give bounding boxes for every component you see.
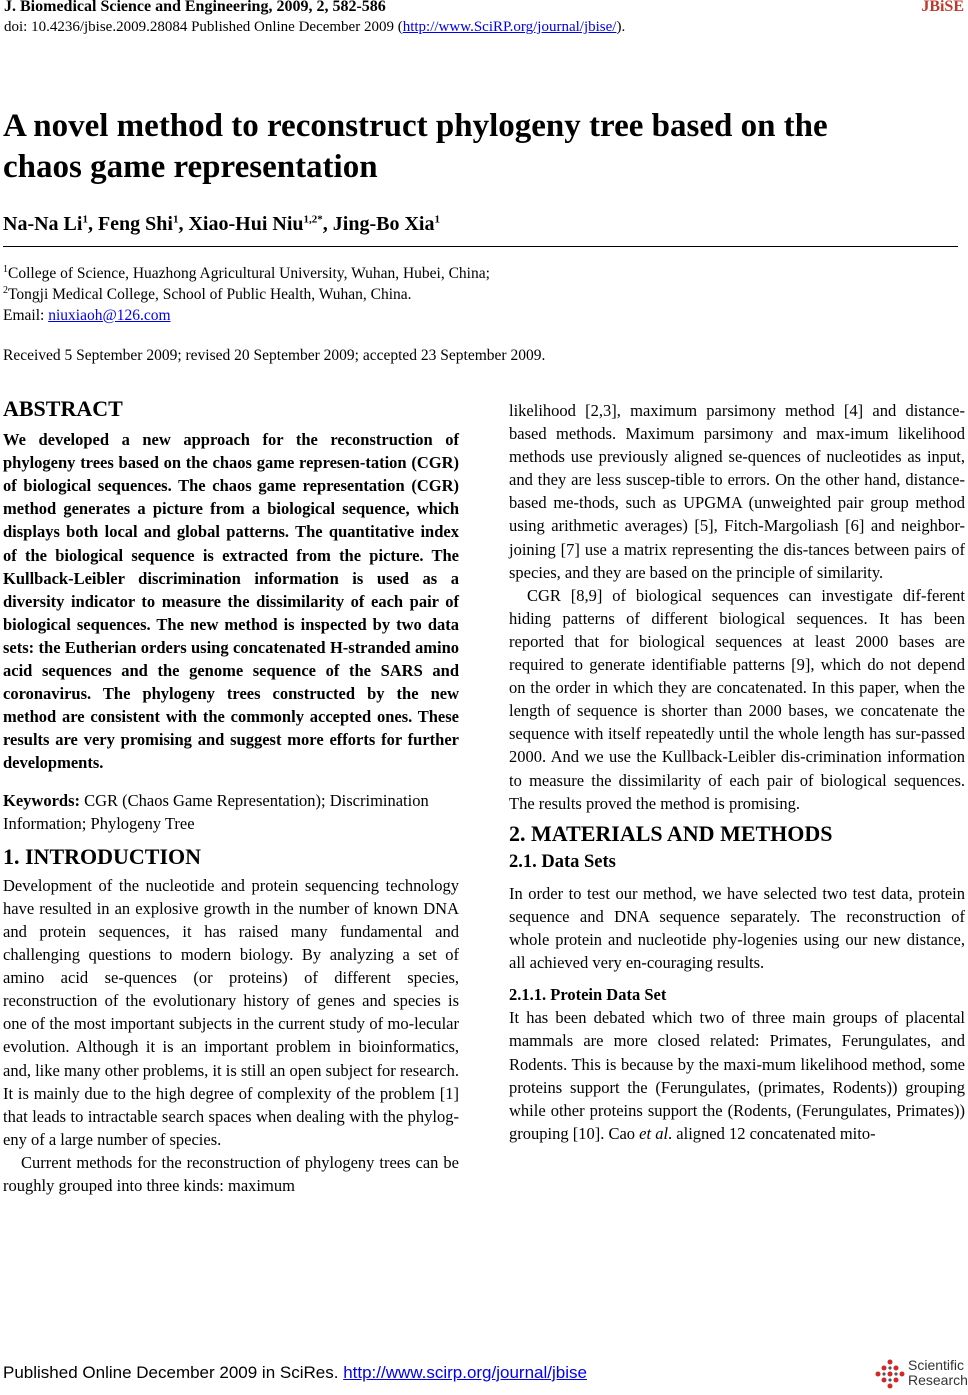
author: Jing-Bo Xia [332, 213, 435, 235]
doi-line [4, 19, 625, 36]
footer-text: Published Online December 2009 in SciRes. [3, 1363, 344, 1382]
keywords [3, 789, 459, 835]
author-affiliation-mark: 1 [82, 213, 88, 226]
affiliation-text: College of Science, Huazhong Agricultural University, Wuhan, Hubei, China; [8, 265, 490, 283]
introduction-heading: 1. INTRODUCTION [3, 843, 202, 869]
logo-line-1: Scientific [908, 1357, 965, 1373]
intro-paragraph-3: likelihood [2,3], maximum parsimony method [4] and distance-based methods. Maximum parsimony and max-imum likelihood methods use previously aligned se-quences of nucleotides as input, and they are less suscep-tible to errors. On the other hand, distance-based me-thods, such as UPGMA (unweighted pair group method using arithmetic averages) [5], Fitch-Margoliash [6] and neighbor-joining [7] use a matrix representing the dis-tances between pairs of species, and they are based on the principle of similarity. [509, 401, 965, 582]
abstract-heading: ABSTRACT [3, 396, 123, 421]
intro-paragraph-4: CGR [8,9] of biological sequences can investigate dif-ferent hiding patterns of different biological sequences. It has been reported that for biological sequences at least 2000 bases are required to generate identifiable patterns [9], which do not depend on the order in which they are concatenated. In this paper, when the length of sequence is shorter than 2000 bases, we concatenate the sequence with itself repeatedly until the whole length has sur-passed 2000. And we use the Kullback-Leibler dis-crimination information to measure the dissimilarity of each pair of biological sequences. The results proved the method is promising. [509, 585, 965, 813]
affiliation-2 [3, 285, 412, 304]
methods-heading: 2. MATERIALS AND METHODS [509, 820, 833, 846]
journal-citation: J. Biomedical Science and Engineering, 2009, 2, 582-586 [4, 0, 386, 15]
author-separator: , [87, 213, 98, 235]
affiliation-mark: 2 [3, 285, 8, 296]
author: Feng Shi [97, 213, 173, 235]
abstract-text: We developed a new approach for the reconstruction of phylogeny trees based on the chaos game represen-tation (CGR) of biological sequences. The chaos game representation (CGR) method generates a picture from a biological sequence, which displays both local and global patterns. The quantitative index of the biological sequence is extracted from the picture. The Kullback-Leibler discrimination information is used as a diversity indicator to measure the dissimilarity of each pair of biological sequences. The new method is inspected by two data sets: the Eutherian orders using concatenated H-stranded amino acid sequences and the genome sequence of the SARS and coronavirus. The phylogeny trees constructed by the new method are consistent with the commonly accepted ones. These results are very promising and suggest more efforts for further developments. [3, 430, 459, 773]
footer [3, 1363, 587, 1383]
doi-text: doi: 10.4236/jbise.2009.28084 Published Online December 2009 ( [4, 19, 403, 35]
email-line [3, 307, 171, 325]
data-sets-heading: 2.1. Data Sets [509, 851, 616, 872]
methods-paragraph-1: In order to test our method, we have selected two test data, protein sequence and DNA sequence separately. The reconstruction of whole protein and nucleotide phy-logenies using our new distance, all achieved very en-couraging results. [509, 883, 965, 973]
author-affiliation-mark: 1 [434, 213, 440, 226]
author-affiliation-mark: 1,2* [303, 213, 323, 226]
affiliation-1 [3, 264, 490, 283]
intro-paragraph-1: Development of the nucleotide and protein sequencing technology have resulted in an explosive growth in the number of known DNA and protein sequences, it has raised many fundamental and challenging questions to modern biology. By analyzing a set of amino acid se-quences (or proteins) of different species, reconstruction of the evolutionary history of genes and species is one of the most important subjects in the current study of mo-lecular evolution. Although it is an important problem in bioinformatics, and, like many other problems, it is still an open subject for research. It is mainly due to the high degree of complexity of the problem [1] that leads to intractable search spaces when dealing with the phylog-eny of a large number of species. [3, 875, 459, 1149]
intro-paragraph-2: Current methods for the reconstruction of phylogeny trees can be roughly grouped into three kinds: maximum [3, 1152, 459, 1195]
keywords-label: Keywords: [3, 790, 80, 810]
author-affiliation-mark: 1 [172, 213, 179, 226]
title-line-1: A novel method to reconstruct phylogeny tree based on the [3, 108, 828, 144]
paragraph-text: It has been debated which two of three main groups of placental mammals are more closed related: Primates, Ferungulates, and Rodents. This is because by the maxi-mum likelihood method, some proteins support the (Ferungulates, (primates, Rodents)) grouping while other proteins support the (Rodents, (Ferungulates, Primates)) grouping [10]. Cao [509, 1008, 965, 1143]
author-list [3, 213, 440, 236]
title-line-2: chaos game representation [3, 149, 378, 185]
italic-text: et al [639, 1123, 669, 1143]
keywords-text: CGR (Chaos Game Representation); Discrimination Information; Phylogeny Tree [3, 790, 429, 833]
email-label: Email: [3, 307, 49, 324]
logo-text [908, 1358, 968, 1388]
email-link[interactable]: niuxiaoh@126.com [48, 307, 171, 324]
affiliation-text: Tongji Medical College, School of Public Health, Wuhan, China. [8, 286, 412, 304]
affiliation-mark: 1 [3, 264, 8, 275]
doi-suffix: ). [616, 19, 626, 35]
right-column [509, 399, 965, 1145]
paper-title [3, 106, 953, 188]
logo-icon [874, 1358, 906, 1390]
author-separator: , [178, 213, 189, 235]
left-column [3, 397, 459, 1197]
protein-data-set-heading: 2.1.1. Protein Data Set [509, 985, 667, 1005]
journal-url-link[interactable]: http://www.SciRP.org/journal/jbise/ [402, 19, 617, 35]
author-separator: , [322, 213, 333, 235]
logo-line-2: Research [908, 1372, 968, 1388]
scientific-research-logo [874, 1357, 968, 1392]
divider [3, 246, 958, 247]
author: Xiao-Hui Niu [188, 213, 304, 235]
paragraph-text: . aligned 12 concatenated mito- [668, 1123, 876, 1143]
received-dates: Received 5 September 2009; revised 20 September 2009; accepted 23 September 2009. [3, 347, 546, 364]
journal-abbreviation: JBiSE [921, 0, 964, 15]
methods-paragraph-2 [509, 1006, 965, 1145]
footer-journal-link[interactable]: http://www.scirp.org/journal/jbise [343, 1363, 587, 1382]
author: Na-Na Li [3, 213, 83, 235]
